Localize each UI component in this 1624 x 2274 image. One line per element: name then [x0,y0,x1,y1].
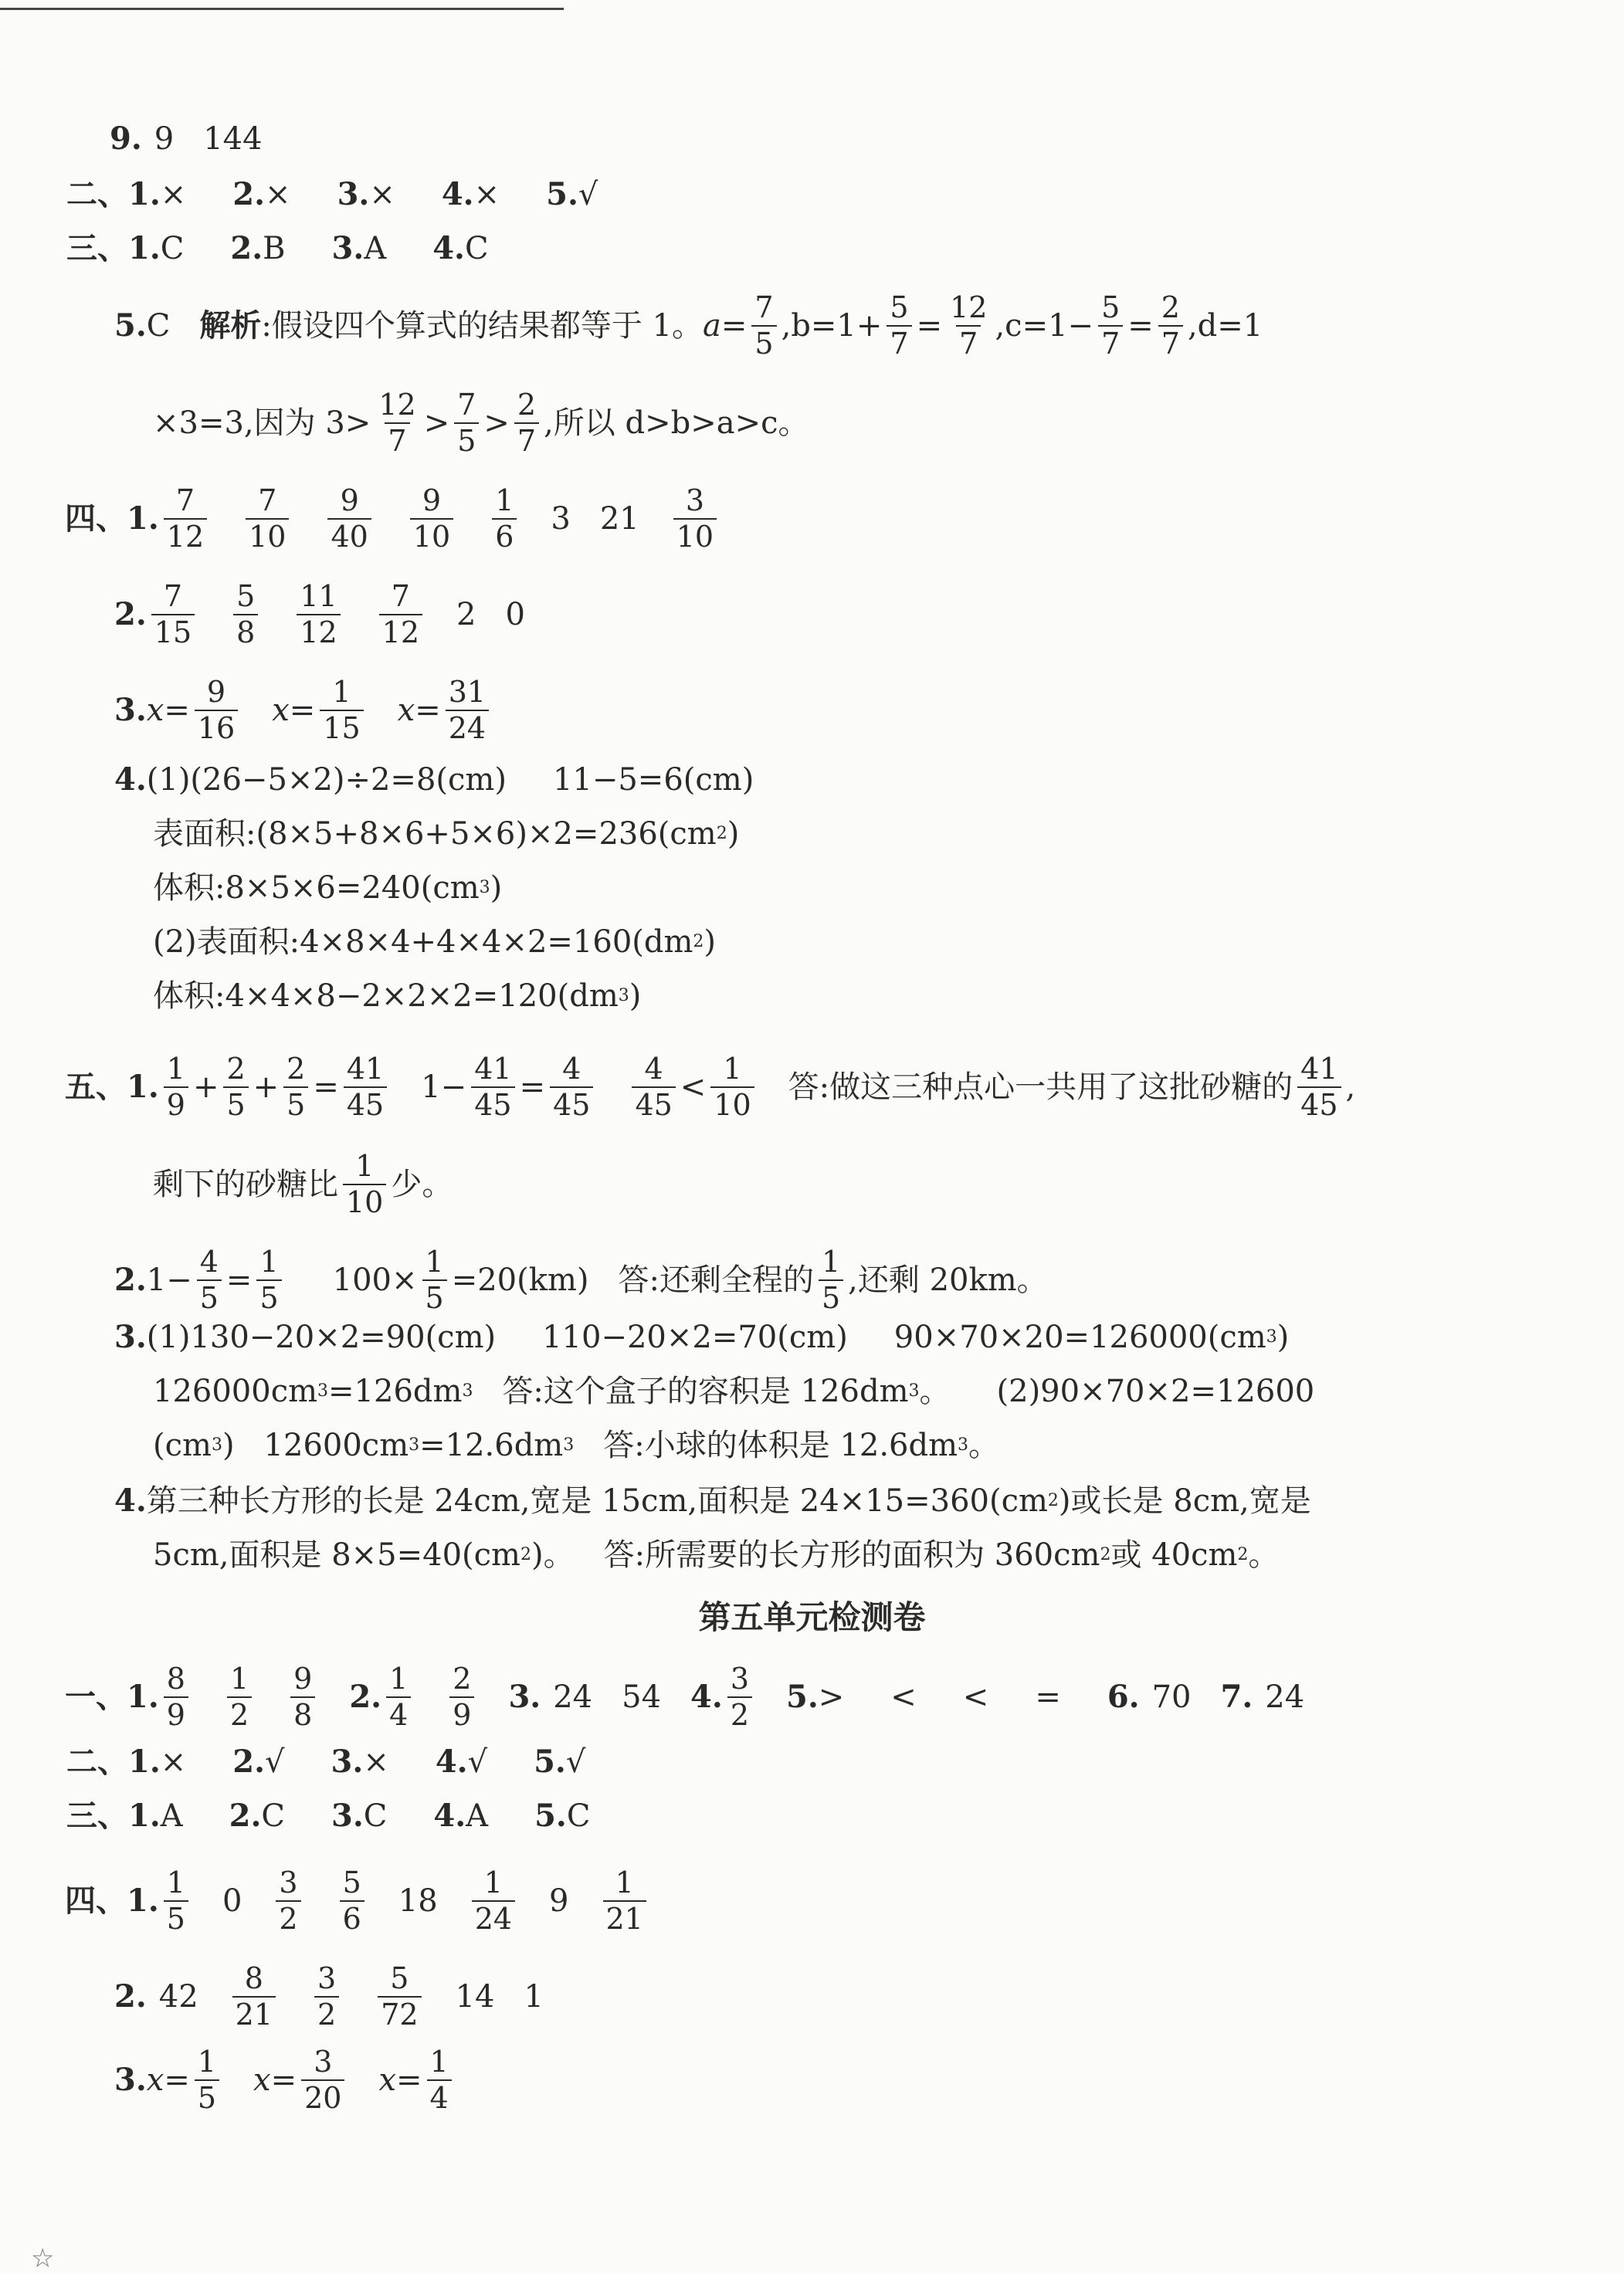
answer-value: 21 [599,501,639,537]
answer-text: 。 [968,1428,1000,1463]
answer-text: 答:做这三种点心一共用了这批砂糖的 [788,1069,1293,1106]
math-text: > [423,405,450,442]
answer-choice: A [160,1798,183,1834]
item-number: 1. [128,230,161,266]
answer-line [66,230,489,266]
fraction: $\frac{4}{5}$ [197,1246,222,1314]
answer-value: 24 [1265,1679,1305,1716]
item-number: 4. [441,176,474,212]
fraction: $\frac{12}{7}$ [950,290,988,361]
math-text: x= [253,2062,297,2099]
explanation-text: ,所以 d>b>a>c。 [544,405,809,442]
answer-mark: × [369,177,395,212]
explanation-line [114,292,1263,360]
item-number: 1. [127,500,159,537]
fraction: $\frac{4}{45}$ [632,1053,675,1121]
math-text: 1− [146,1262,192,1299]
math-text: (cm [153,1428,212,1463]
answer-value: 144 [203,121,263,157]
section-number: 二、 [66,176,128,212]
fraction: $\frac{1}{10}$ [343,1151,386,1218]
answer-mark: × [160,177,187,212]
answer-line: 4. 第三种长方形的长是 24cm,宽是 15cm,面积是 24×15=360(cm 2 )或长是 8cm,宽是 [114,1483,1311,1519]
math-text: x= [146,693,190,729]
answer-line [114,1963,544,2031]
answer-text: )。 [531,1537,575,1573]
fraction: $\frac{8}{21}$ [232,1963,276,2031]
math-text: =126dm [328,1374,463,1409]
math-text: 100× [332,1262,418,1299]
math-text: (1)(26−5×2)÷2=8(cm) [146,762,507,798]
fraction: $\frac{7}{12}$ [379,581,422,649]
math-text: ) [629,978,642,1014]
section-number: 四、 [65,500,127,537]
math-text: =12.6dm [419,1428,564,1463]
math-text: = [519,1069,546,1106]
item-number: 1. [127,1679,159,1716]
math-text: ) [704,924,717,960]
math-text: = [225,1262,253,1299]
answer-choice: B [263,231,286,266]
fraction: $\frac{1}{5}$ [819,1246,843,1314]
fraction: $\frac{3}{20}$ [301,2046,344,2114]
answer-line: 5cm,面积是 8×5=40(cm 2 )。 答:所需要的长方形的面积为 360cm 2 或 40cm 2 。 [153,1537,1280,1573]
fraction: $\frac{5}{7}$ [1098,292,1123,360]
math-text: (1)130−20×2=90(cm) [146,1320,497,1355]
item-number: 4. [432,230,465,266]
fraction: $\frac{8}{9}$ [164,1663,188,1731]
item-number: 1. [128,1798,161,1834]
answer-line [65,485,721,553]
section-number: 三、 [66,230,128,266]
fraction: $\frac{7}{12}$ [164,485,207,553]
item-number: 5. [534,1798,567,1834]
item-number: 3. [114,1319,147,1355]
answer-line [153,1151,453,1218]
fraction: $\frac{7}{15}$ [151,581,195,649]
answer-choice: C [566,1798,591,1834]
answer-line [65,1663,1304,1731]
answer-line: 126000cm 3 =126dm 3 答:这个盒子的容积是 126dm 3 。 (2)90×70×2=12600 [153,1374,1315,1409]
math-text: 体积:4×4×8−2×2×2=120(dm [153,978,619,1014]
answer-text: 5cm,面积是 8×5=40(cm [153,1537,520,1573]
math-text: + [253,1069,280,1106]
fraction: $\frac{41}{45}$ [471,1053,514,1121]
item-number: 3. [508,1679,541,1716]
math-text: < [680,1069,707,1106]
math-text: (2)表面积:4×8×4+4×4×2=160(dm [153,924,693,960]
comparison-sign: < [890,1679,917,1716]
math-text: ) [1276,1320,1290,1355]
explanation-line [153,389,809,457]
fraction: $\frac{1}{9}$ [164,1053,188,1121]
fraction: $\frac{1}{21}$ [603,1867,646,1935]
answer-value: 9 [154,121,175,157]
answer-mark: × [363,1744,389,1780]
math-text: 126000cm [153,1374,318,1409]
answer-line [114,1246,1048,1314]
answer-value: 24 [553,1679,593,1716]
math-text: = [916,308,943,344]
item-number: 4. [114,761,147,798]
fraction: $\frac{7}{5}$ [454,389,479,457]
fraction: $\frac{1}{5}$ [195,2046,219,2114]
item-number: 2. [232,1744,266,1780]
fraction: $\frac{41}{45}$ [1297,1053,1341,1121]
item-number: 1. [127,1883,159,1920]
answer-line: (2)表面积:4×8×4+4×4×2=160(dm 2 ) [153,924,717,960]
answer-text: 或 40cm [1110,1537,1238,1573]
item-number: 4. [690,1679,723,1716]
math-text: ) [727,816,740,852]
explanation-text: :假设四个算式的结果都等于 1。 [261,308,704,344]
math-text: ) [222,1428,235,1463]
corner-star-icon: ☆ [31,2243,55,2274]
answer-line: 体积:4×4×8−2×2×2=120(dm 3 ) [153,978,642,1014]
section-number: 一、 [65,1679,127,1716]
fraction: $\frac{2}{5}$ [223,1053,248,1121]
fraction: $\frac{5}{72}$ [378,1963,421,2031]
math-text: > [483,405,510,442]
answer-mark: √ [265,1744,285,1780]
fraction: $\frac{2}{7}$ [514,389,539,457]
top-rule [0,8,564,10]
answer-mark: √ [467,1744,488,1780]
answer-line: 3. (1)130−20×2=90(cm) 110−20×2=70(cm) 90×70×20=126000(cm 3 ) [114,1319,1290,1355]
answer-text: 剩下的砂糖比 [153,1167,338,1203]
fraction: $\frac{1}{10}$ [710,1053,754,1121]
answer-line [114,2046,456,2114]
item-number: 2. [232,176,266,212]
math-text: 体积:8×5×6=240(cm [153,870,480,906]
answer-mark: √ [565,1744,586,1780]
answer-line [65,1053,1355,1121]
item-number: 1. [127,1069,159,1106]
answer-text: 答:这个盒子的容积是 126dm [502,1374,909,1409]
answer-line [114,581,525,649]
comparison-sign: > [818,1679,845,1716]
answer-choice: C [261,1798,286,1834]
answer-mark: √ [578,177,598,212]
math-text: ) [490,870,503,906]
fraction: $\frac{4}{45}$ [550,1053,593,1121]
item-number: 2. [114,1978,147,2015]
answer-line [66,1744,586,1780]
math-text: ,c=1− [995,308,1094,344]
fraction: $\frac{7}{10}$ [246,485,289,553]
section-number: 五、 [65,1069,127,1106]
item-number: 7. [1220,1679,1253,1716]
answer-value: 18 [398,1883,438,1920]
section-number: 四、 [65,1883,127,1920]
answer-line: 体积:8×5×6=240(cm 3 ) [153,870,503,906]
answer-text: 答:小球的体积是 12.6dm [603,1428,958,1463]
item-number: 4. [114,1483,147,1519]
math-text: = [313,1069,339,1106]
fraction: $\frac{9}{16}$ [195,676,238,744]
answer-choice: C [363,1798,388,1834]
item-number: 3. [337,176,370,212]
fraction: $\frac{41}{45}$ [344,1053,387,1121]
explanation-label: 解析 [199,308,262,344]
section-number: 三、 [66,1798,128,1834]
math-text: =20(km) [451,1262,589,1299]
comparison-sign: = [1035,1679,1061,1716]
answer-choice: C [146,308,171,344]
fraction: $\frac{1}{24}$ [472,1867,515,1935]
item-number: 2. [229,1798,262,1834]
answer-text: 答:所需要的长方形的面积为 360cm [603,1537,1100,1573]
fraction: $\frac{3}{10}$ [673,485,717,553]
section-number: 二、 [66,1744,128,1780]
section-title: 第五单元检测卷 [698,1598,926,1636]
fraction: $\frac{1}{4}$ [427,2046,452,2114]
answer-line [114,676,493,744]
answer-line [66,176,598,212]
item-number: 3. [331,1744,364,1780]
fraction: $\frac{5}{8}$ [233,581,258,649]
answer-mark: × [473,177,500,212]
math-text: 12600cm [263,1428,409,1463]
answer-mark: × [265,177,291,212]
math-text: ,d=1 [1187,308,1263,344]
item-number: 3. [331,1798,364,1834]
answer-line [66,1798,591,1834]
item-number: 4. [433,1798,466,1834]
math-text: , [1345,1069,1356,1106]
math-text: ,b=1+ [781,308,883,344]
math-text: 1− [421,1069,467,1106]
math-text: x= [397,693,441,729]
fraction: $\frac{5}{6}$ [340,1867,364,1935]
answer-value: 70 [1151,1679,1192,1716]
answer-choice: A [364,231,387,266]
explanation-text: ×3=3,因为 3> [153,405,371,442]
answer-value: 1 [524,1979,544,2015]
item-number: 5. [786,1679,819,1716]
fraction: $\frac{9}{10}$ [410,485,453,553]
item-number: 2. [230,230,263,266]
math-text: x= [272,693,316,729]
math-text: x= [146,2062,190,2099]
fraction: $\frac{3}{2}$ [314,1963,339,2031]
math-text: 90×70×20=126000(cm [893,1320,1266,1355]
math-text: x= [378,2062,422,2099]
fraction: $\frac{1}{4}$ [386,1663,411,1731]
item-number: 2. [349,1679,382,1716]
answer-text: )或长是 8cm,宽是 [1058,1483,1311,1519]
item-number: 2. [114,596,147,633]
item-number: 1. [128,176,161,212]
fraction: $\frac{1}{5}$ [422,1246,447,1314]
fraction: $\frac{11}{12}$ [297,581,340,649]
answer-mark: × [160,1744,187,1780]
fraction: $\frac{12}{7}$ [378,388,416,459]
answer-text: 第三种长方形的长是 24cm,宽是 15cm,面积是 24×15=360(cm [146,1483,1048,1519]
item-number: 5. [534,1744,566,1780]
fraction: $\frac{2}{9}$ [449,1663,474,1731]
fraction: $\frac{7}{5}$ [751,292,776,360]
answer-value: 14 [455,1979,495,2015]
fraction: $\frac{5}{7}$ [887,292,911,360]
answer-text: 少。 [391,1167,453,1203]
fraction: $\frac{9}{40}$ [327,485,371,553]
answer-value: 42 [158,1979,198,2015]
math-text: 110−20×2=70(cm) [542,1320,848,1355]
answer-value: 2 [456,597,476,633]
item-number: 5. [546,176,578,212]
answer-value: 3 [551,501,571,537]
item-number: 9. [110,120,142,157]
answer-value: 54 [622,1679,662,1716]
answer-text: 答:还剩全程的 [618,1262,814,1299]
answer-text: ,还剩 20km。 [848,1262,1048,1299]
fraction: $\frac{1}{2}$ [227,1663,252,1731]
item-number: 1. [128,1744,161,1780]
fraction: $\frac{1}{6}$ [492,485,517,553]
math-text: 11−5=6(cm) [552,762,754,798]
item-number: 5. [114,307,147,344]
item-number: 2. [114,1262,147,1299]
answer-choice: A [466,1798,489,1834]
fraction: $\frac{9}{8}$ [290,1663,315,1731]
math-text: = [1127,308,1154,344]
fraction: $\frac{1}{5}$ [164,1867,188,1935]
item-number: 4. [435,1744,468,1780]
answer-choice: C [464,231,489,266]
answer-line [114,761,754,798]
fraction: $\frac{1}{15}$ [320,676,363,744]
item-number: 3. [114,692,147,729]
answer-text: 。 [1248,1537,1280,1573]
fraction: $\frac{3}{2}$ [727,1663,752,1731]
fraction: $\frac{2}{5}$ [283,1053,308,1121]
math-text: a= [703,308,748,344]
answer-value: 0 [222,1883,242,1920]
answer-line [65,1867,651,1935]
fraction: $\frac{1}{5}$ [256,1246,281,1314]
math-text: 表面积:(8×5+8×6+5×6)×2=236(cm [153,816,717,852]
fraction: $\frac{3}{2}$ [276,1867,300,1935]
answer-choice: C [160,231,185,266]
answer-line [110,120,263,157]
fraction: $\frac{31}{24}$ [446,676,489,744]
math-text: + [192,1069,219,1106]
answer-value: 9 [549,1883,569,1920]
answer-text: 。 [919,1374,951,1409]
item-number: 3. [331,230,364,266]
comparison-sign: < [962,1679,989,1716]
answer-line: 表面积:(8×5+8×6+5×6)×2=236(cm 2 ) [153,816,740,852]
math-text: (2)90×70×2=12600 [996,1374,1315,1409]
fraction: $\frac{2}{7}$ [1158,292,1183,360]
answer-value: 0 [505,597,525,633]
answer-line: (cm 3 ) 12600cm 3 =12.6dm 3 答:小球的体积是 12.6dm 3 。 [153,1428,1000,1463]
item-number: 3. [114,2062,147,2099]
item-number: 6. [1107,1679,1140,1716]
